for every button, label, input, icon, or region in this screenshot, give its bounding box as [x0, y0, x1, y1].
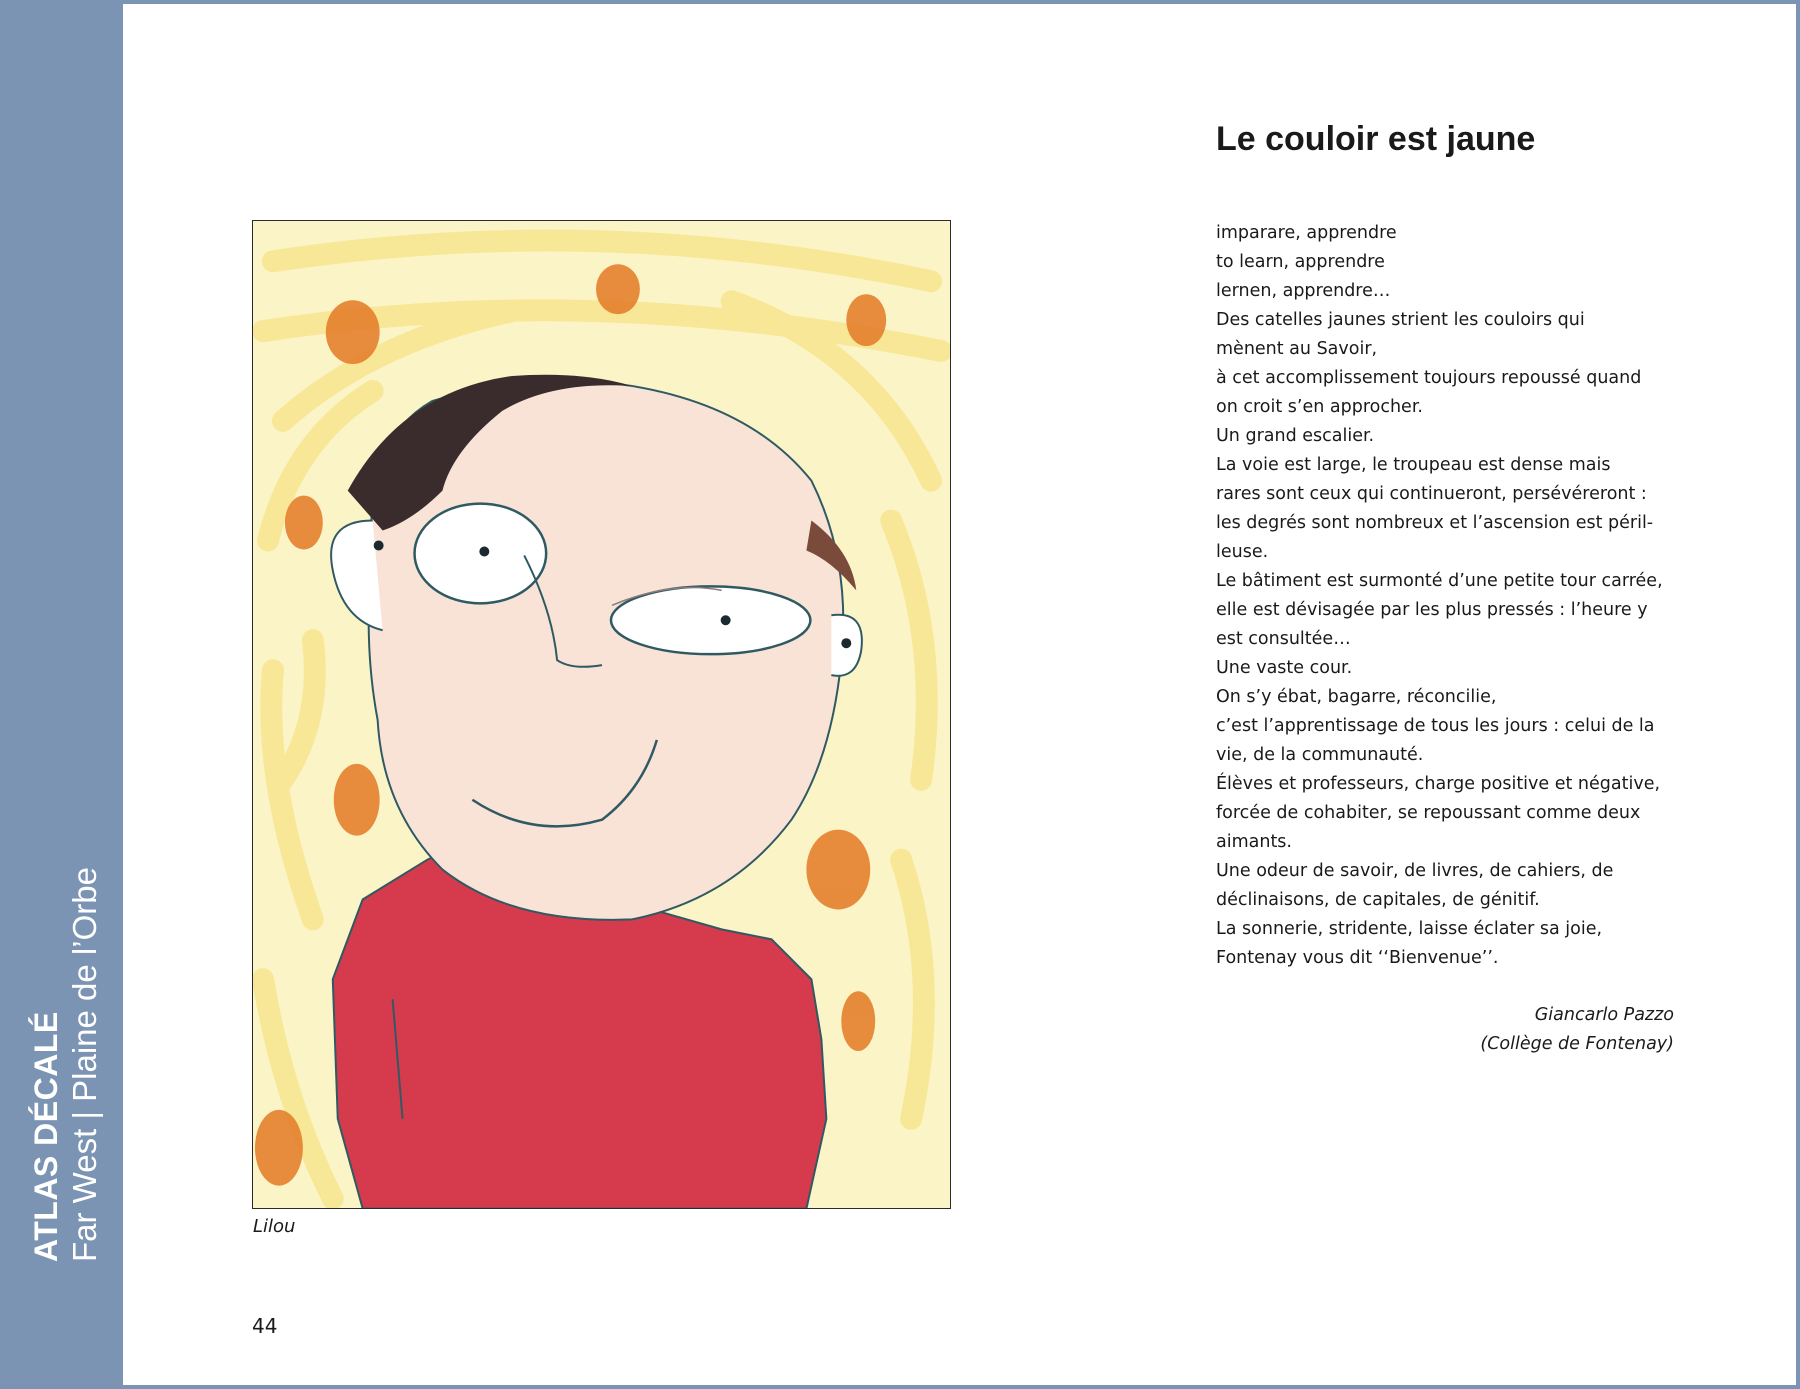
poem-line: elle est dévisagée par les plus pressés : l’heure y: [1216, 600, 1648, 620]
poem-author: Giancarlo Pazzo: [1534, 1005, 1674, 1025]
poem-affiliation: (Collège de Fontenay): [1480, 1034, 1674, 1054]
poem-line: Une vaste cour.: [1216, 658, 1353, 678]
poem-signature: [1300, 1001, 1674, 1059]
sidebar-title: ATLAS DÉCALÉ: [28, 1011, 64, 1262]
poem-line: aimants.: [1216, 832, 1292, 852]
poem-line: to learn, apprendre: [1216, 252, 1385, 272]
drawing-caption: Lilou: [253, 1216, 296, 1237]
poem-line: La sonnerie, stridente, laisse éclater sa joie,: [1216, 919, 1603, 939]
poem-line: leuse.: [1216, 542, 1269, 562]
poem-line: Des catelles jaunes strient les couloirs qui: [1216, 310, 1585, 330]
poem-line: les degrés sont nombreux et l’ascension est péril-: [1216, 513, 1654, 533]
poem-line: imparare, apprendre: [1216, 223, 1397, 243]
poem-line: déclinaisons, de capitales, de génitif.: [1216, 890, 1540, 910]
poem-line: Un grand escalier.: [1216, 426, 1375, 446]
page-number: 44: [252, 1314, 278, 1338]
poem-line: Une odeur de savoir, de livres, de cahiers, de: [1216, 861, 1614, 881]
poem-line: est consultée…: [1216, 629, 1351, 649]
poem-line: on croit s’en approcher.: [1216, 397, 1423, 417]
child-drawing-portrait: [252, 220, 951, 1209]
poem-title: Le couloir est jaune: [1216, 120, 1536, 158]
poem-line: vie, de la communauté.: [1216, 745, 1424, 765]
poem-line: On s’y ébat, bagarre, réconcilie,: [1216, 687, 1497, 707]
sidebar-subtitle: Far West | Plaine de l’Orbe: [66, 867, 103, 1262]
poem-line: mènent au Savoir,: [1216, 339, 1378, 359]
portrait-illustration: [253, 221, 950, 1208]
poem-line: Le bâtiment est surmonté d’une petite tour carrée,: [1216, 571, 1663, 591]
poem-body: [1216, 219, 1686, 973]
poem-line: lernen, apprendre…: [1216, 281, 1391, 301]
poem-line: Élèves et professeurs, charge positive et négative,: [1216, 774, 1661, 794]
poem-line: Fontenay vous dit ‘‘Bienvenue’’.: [1216, 948, 1499, 968]
poem-line: La voie est large, le troupeau est dense mais: [1216, 455, 1611, 475]
poem-line: c’est l’apprentissage de tous les jours : celui de la: [1216, 716, 1655, 736]
poem-line: forcée de cohabiter, se repoussant comme deux: [1216, 803, 1641, 823]
poem-line: à cet accomplissement toujours repoussé quand: [1216, 368, 1642, 388]
poem-line: rares sont ceux qui continueront, persévéreront :: [1216, 484, 1647, 504]
